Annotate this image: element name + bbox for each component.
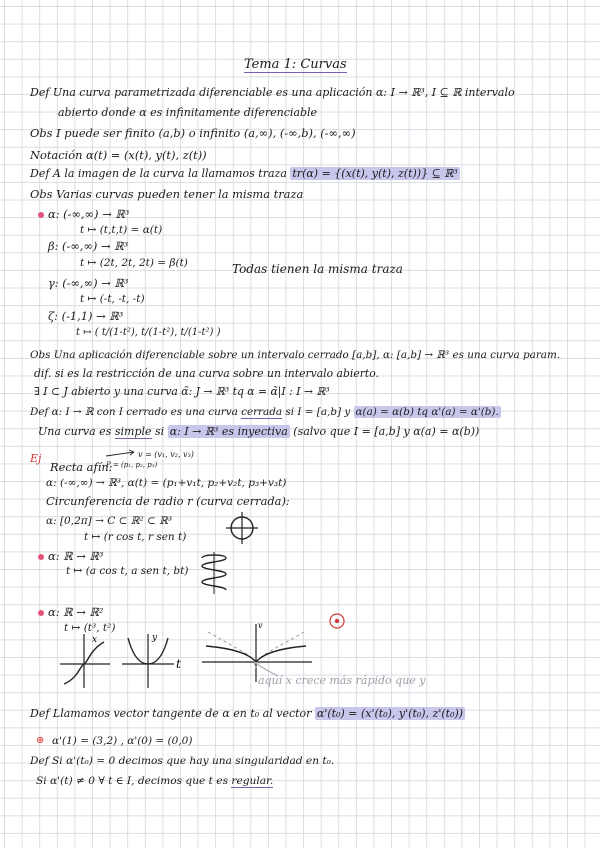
def-tangente: [30, 707, 465, 721]
cusp-def: α: ℝ → ℝ²: [48, 605, 104, 619]
square-graph: [118, 630, 188, 690]
beta-map: t ↦ (2t, 2t, 2t) = β(t): [80, 257, 188, 269]
def-traza-formula: tr(α) = {(x(t), y(t), z(t))} ⊆ ℝ³: [292, 167, 458, 180]
recta-map: α: (-∞,∞) → ℝ³, α(t) = (p₁+v₁t, p₂+v₂t, p₃+v₃t): [46, 477, 287, 489]
def-singularidad: Def Si α'(t₀) = 0 decimos que hay una singularidad en t₀.: [30, 755, 335, 767]
alpha-def: α: (-∞,∞) → ℝ³: [48, 207, 130, 221]
recta-point-label: P = (p₁, p₂, p₃): [106, 461, 158, 469]
helix-figure: [196, 550, 232, 596]
def-tangente-text: Def Llamamos vector tangente de α en t₀ al vector: [30, 707, 312, 720]
notacion-line: Notación α(t) = (x(t), y(t), z(t)): [30, 148, 207, 162]
x-label: x: [92, 635, 98, 645]
red-circle-mark: [328, 612, 346, 630]
zeta-map: t ↦ ( t/(1-t²), t/(1-t²), t/(1-t²) ): [76, 327, 221, 338]
bullet-marker: [38, 610, 44, 616]
alpha-map: t ↦ (t,t,t) = α(t): [80, 224, 163, 236]
def-regular-word: regular.: [231, 775, 274, 787]
def-simple-word: simple: [114, 425, 152, 438]
gamma-map: t ↦ (-t, -t, -t): [80, 293, 145, 305]
def-simple-text: Una curva es: [38, 425, 112, 438]
recta-vector-label: v = (v₁, v₂, v₃): [138, 450, 194, 459]
def-simple-formula: α: I → ℝ³ es inyectiva: [169, 425, 288, 438]
def-tangente-formula: α'(t₀) = (x'(t₀), y'(t₀), z'(t₀)): [316, 707, 464, 720]
helix-def: α: ℝ → ℝ³: [48, 549, 104, 563]
gamma-def: γ: (-∞,∞) → ℝ³: [48, 276, 129, 290]
def-simple: [38, 425, 479, 439]
def-cerrada-text: Def α: I → ℝ con I cerrado es una curva: [30, 406, 238, 418]
ex-tangente: α'(1) = (3,2) , α'(0) = (0,0): [52, 735, 193, 747]
obs-interval: Obs I puede ser finito (a,b) o infinito (a,∞), (-∞,b), (-∞,∞): [30, 126, 356, 140]
beta-def: β: (-∞,∞) → ℝ³: [48, 239, 129, 253]
def-traza: [30, 167, 460, 181]
def-cerrada: [30, 405, 501, 419]
def-regular: [36, 774, 273, 788]
obs-restriccion-2: dif. si es la restricción de una curva sobre un intervalo abierto.: [34, 367, 379, 380]
def-curve-line-2: abierto donde α es infinitamente diferenciable: [58, 106, 318, 119]
todas-mismas-traza: Todas tienen la misma traza: [232, 262, 403, 276]
def-regular-text: Si α'(t) ≠ 0 ∀ t ∈ I, decimos que t es: [36, 775, 229, 787]
cusp-map: t ↦ (t³, t²): [64, 622, 116, 634]
def-curve-line-1: Def Una curva parametrizada diferenciable es una aplicación α: I → ℝ³, I ⊆ ℝ intervalo: [30, 86, 515, 99]
v-label: v: [258, 621, 263, 630]
def-cerrada-formula: α(a) = α(b) tq α'(a) = α'(b).: [355, 406, 499, 418]
recta-arrow: [104, 448, 140, 460]
circ-def: α: [0,2π] → C ⊂ ℝ² ⊂ ℝ³: [46, 515, 173, 527]
helix-map: t ↦ (a cos t, a sen t, bt): [66, 565, 189, 577]
def-cerrada-word: cerrada: [241, 406, 283, 418]
example-icon: Ej: [30, 452, 42, 465]
def-simple-salvo: (salvo que I = [a,b] y α(a) = α(b)): [293, 425, 480, 438]
page-title: Tema 1: Curvas: [244, 57, 347, 72]
obs-restriccion-1: Obs Una aplicación diferenciable sobre un intervalo cerrado [a,b], α: [a,b] → ℝ³ es una curva param.: [30, 349, 561, 361]
def-simple-si: si: [155, 425, 165, 438]
aqui-note: aquí x crece más rápido que y: [258, 674, 426, 687]
circ-title: Circunferencia de radio r (curva cerrada):: [46, 494, 290, 508]
obs-restriccion-3: ∃ I ⊂ J abierto y una curva α̃: J → ℝ³ tq α = α̃|I : I → ℝ³: [34, 385, 330, 398]
zeta-def: ζ: (-1,1) → ℝ³: [48, 309, 124, 323]
circle-figure: [222, 508, 262, 548]
def-cerrada-cond: si I = [a,b] y: [285, 406, 351, 418]
cube-graph: [58, 630, 112, 690]
gray-arrow: [250, 660, 280, 680]
bullet-marker: [38, 212, 44, 218]
y-label: y: [152, 633, 158, 643]
t-label: t: [176, 657, 181, 671]
def-traza-text: Def A la imagen de la curva la llamamos traza: [30, 167, 287, 180]
circ-map: t ↦ (r cos t, r sen t): [84, 531, 187, 543]
bullet-marker: [38, 554, 44, 560]
recta-title: Recta afín:: [50, 460, 113, 474]
obs-traza: Obs Varias curvas pueden tener la misma traza: [30, 187, 304, 201]
example-icon-circle: ⊛: [36, 735, 45, 746]
